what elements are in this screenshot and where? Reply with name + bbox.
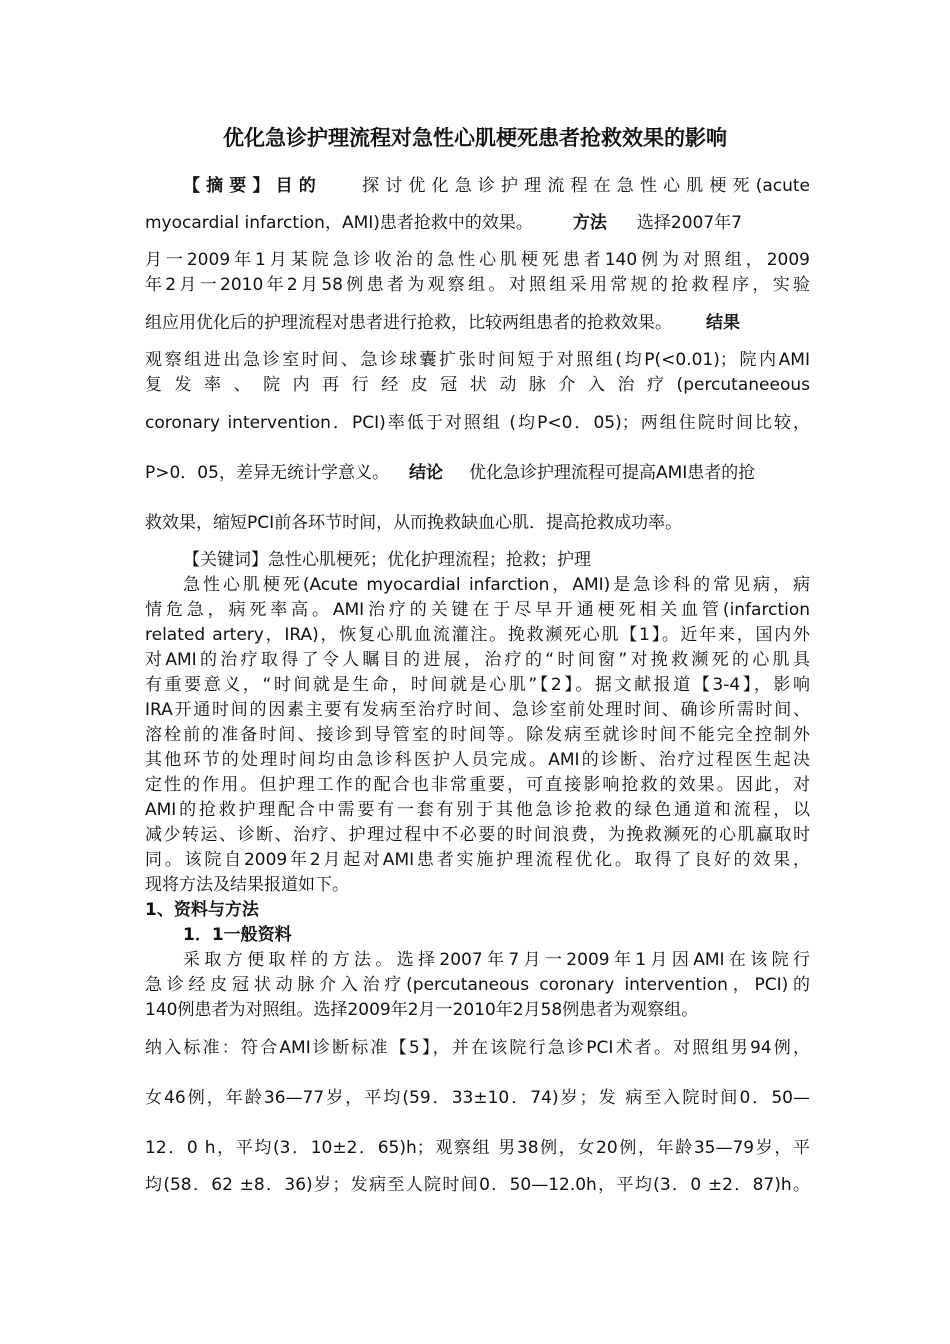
abstract-text: 优化急诊护理流程可提高AMI患者的抢 bbox=[468, 463, 756, 483]
abstract-text: 探讨优化急诊护理流程在急性心肌梗死(acute bbox=[355, 176, 811, 196]
abstract-text: 选择2007年7 bbox=[636, 213, 742, 233]
intro-line: 现将方法及结果报道如下。 bbox=[145, 875, 349, 895]
intro-line: related artery，IRA)，恢复心肌血流灌注。挽救濒死心肌【1】。近年来，国内外 bbox=[145, 625, 810, 645]
intro-line: 定性的作用。但护理工作的配合也非常重要，可直接影响抢救的效果。因此，对 bbox=[145, 775, 810, 795]
intro-line: 同。该院自2009年2月起对AMI患者实施护理流程优化。取得了良好的效果， bbox=[145, 850, 810, 870]
abstract-line-2 bbox=[145, 212, 810, 234]
methods-line: 急诊经皮冠状动脉介入治疗(percutaneous coronary intervention，PCI)的 bbox=[145, 975, 810, 995]
results-label: 结果 bbox=[706, 313, 740, 333]
abstract-line-9 bbox=[145, 462, 810, 484]
methods-line: 纳入标准：符合AMI诊断标准【5】，并在该院行急诊PCI术者。对照组男94例， bbox=[145, 1038, 810, 1058]
abstract-line-1 bbox=[183, 175, 810, 197]
methods-line: 采取方便取样的方法。选择2007年7月一2009年1月因AMI在该院行 bbox=[183, 950, 810, 970]
abstract-line-7: 复发率、院内再行经皮冠状动脉介入治疗(percutaneeous bbox=[145, 375, 810, 395]
intro-line: 溶栓前的准备时间、接诊到导管室的时间等。除发病至就诊时间不能完全控制外 bbox=[145, 725, 810, 745]
abstract-label: 【摘要】目的 bbox=[183, 176, 322, 196]
abstract-line-5 bbox=[145, 312, 810, 334]
methods-line: 均(58．62 ±8．36)岁；发病至人院时间0．50—12.0h，平均(3．0 ±2．87)h。 bbox=[145, 1175, 810, 1195]
conclusion-label: 结论 bbox=[408, 463, 443, 483]
abstract-text: 组应用优化后的护理流程对患者进行抢救，比较两组患者的抢救效果。 bbox=[145, 313, 672, 333]
abstract-line-3: 月一2009年1月某院急诊收治的急性心肌梗死患者140例为对照组，2009 bbox=[145, 250, 810, 270]
methods-line: 女46例，年龄36—77岁，平均(59．33±10．74)岁；发 病至入院时间0．50— bbox=[145, 1088, 810, 1108]
subsection-heading: 1．1一般资料 bbox=[183, 925, 292, 945]
methods-line: 140例患者为对照组。选择2009年2月一2010年2月58例患者为观察组。 bbox=[145, 1000, 699, 1020]
intro-line: 其他环节的处理时间均由急诊科医护人员完成。AMI的诊断、治疗过程医生起决 bbox=[145, 750, 810, 770]
intro-line: 对AMI的治疗取得了令人瞩目的进展，治疗的“时间窗”对挽救濒死的心肌具 bbox=[145, 650, 810, 670]
abstract-line-6: 观察组进出急诊室时间、急诊球囊扩张时间短于对照组(均P(<0.01)；院内AMI bbox=[145, 350, 810, 370]
intro-line: 情危急，病死率高。AMI治疗的关键在于尽早开通梗死相关血管(infarction bbox=[145, 600, 810, 620]
methods-label: 方法 bbox=[572, 213, 607, 233]
intro-line: IRA开通时间的因素主要有发病至治疗时间、急诊室前处理时间、确诊所需时间、 bbox=[145, 700, 810, 720]
intro-line: 减少转运、诊断、治疗、护理过程中不必要的时间浪费，为挽救濒死的心肌赢取时 bbox=[145, 825, 810, 845]
abstract-line-8: coronary intervention．PCI)率低于对照组 (均P<0．05)；两组住院时间比较， bbox=[145, 413, 810, 433]
methods-line: 12．0 h，平均(3．10±2．65)h；观察组 男38例，女20例，年龄35—79岁，平 bbox=[145, 1138, 810, 1158]
abstract-line-10: 救效果，缩短PCI前各环节时间，从而挽救缺血心肌．提高抢救成功率。 bbox=[145, 513, 683, 533]
intro-line: 有重要意义，“时间就是生命，时间就是心肌”【2】。据文献报道【3-4】，影响 bbox=[145, 675, 810, 695]
abstract-line-4: 年2月一2010年2月58例患者为观察组。对照组采用常规的抢救程序，实验 bbox=[145, 275, 810, 295]
keywords: 【关键词】急性心肌梗死；优化护理流程；抢救；护理 bbox=[183, 550, 591, 570]
intro-line: AMI的抢救护理配合中需要有一套有别于其他急诊抢救的绿色通道和流程，以 bbox=[145, 800, 810, 820]
abstract-text: myocardial infarction，AMI)患者抢救中的效果。 bbox=[145, 213, 533, 233]
abstract-text: P>0．05，差异无统计学意义。 bbox=[145, 463, 389, 483]
article-title: 优化急诊护理流程对急性心肌梗死患者抢救效果的影响 bbox=[223, 126, 727, 150]
section-heading: 1、资料与方法 bbox=[145, 900, 259, 920]
intro-line: 急性心肌梗死(Acute myocardial infarction，AMI)是急诊科的常见病，病 bbox=[183, 575, 810, 595]
